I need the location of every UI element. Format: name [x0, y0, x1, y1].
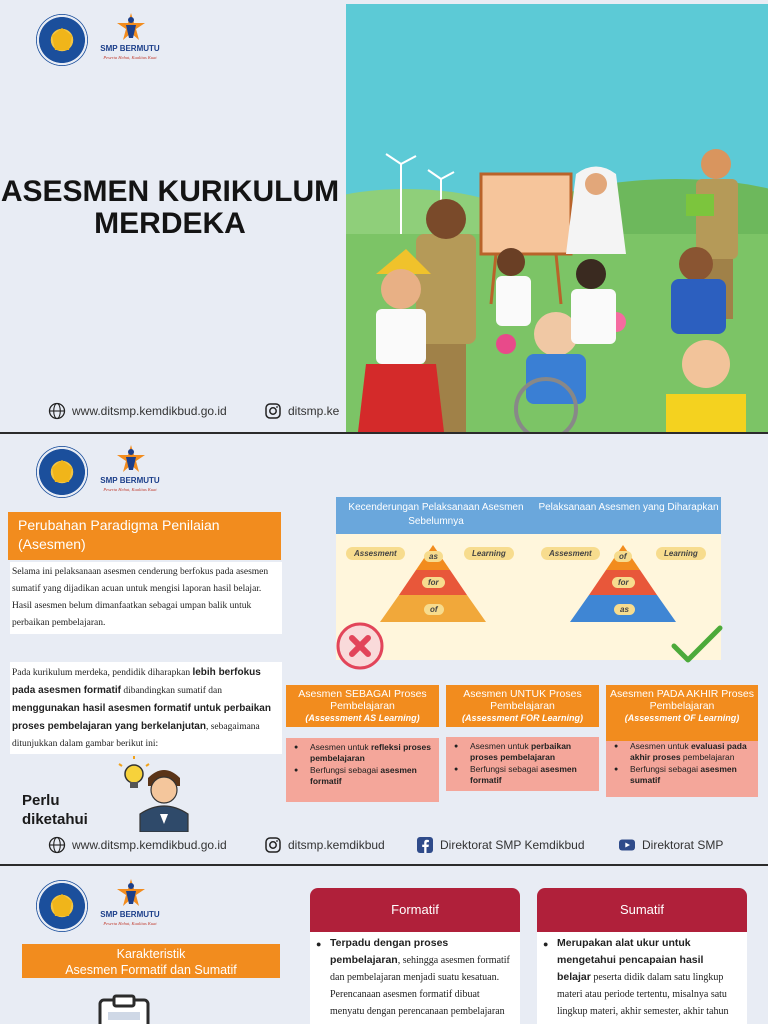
youtube-footer[interactable] [618, 836, 723, 854]
para2-c: dibandingkan sumatif dan [120, 686, 222, 696]
diagram-left-header: Kecenderungan Pelaksanaan Asesmen Sebelumnya [336, 497, 536, 534]
check-mark-icon [670, 624, 724, 664]
list-item: ● Asesmen untuk evaluasi pada akhir proses pembelajaran [614, 741, 754, 763]
pill-learning-right: Learning [656, 547, 706, 560]
heading-line-2: Asesmen Formatif dan Sumatif [65, 963, 237, 977]
note-label: Perlu diketahui [22, 792, 88, 828]
category-for-body [446, 737, 599, 791]
paragraph-previous: Selama ini pelaksanaan asesmen cenderung berfokus pada asesmen sumatif yang dijadikan acuan untuk mengisi laporan hasil belajar. Hasil asesmen belum dimanfaatkan sebagai umpan balik untuk perbaikan pembelajaran. [10, 562, 282, 634]
category-of-sub: (Assessment OF Learning) [624, 713, 740, 723]
kemdikbud-logo-icon [36, 14, 88, 66]
instagram-link[interactable]: ditsmp.ke [288, 404, 340, 418]
bullet-icon: ● [316, 939, 322, 949]
formatif-text: , sehingga asesmen formatif dan pembelajaran menjadi suatu kesatuan. Perencanaan asesmen formatif dibuat menyatu dengan perencanaan pembelajaran [330, 955, 510, 1017]
slide-3 [0, 866, 768, 1024]
category-of-title: Asesmen PADA AKHIR Proses Pembelajaran [610, 688, 754, 712]
paragraph-merdeka [10, 662, 282, 754]
category-as-body [286, 738, 439, 802]
instagram-link[interactable]: ditsmp.kemdikbud [288, 838, 385, 852]
list-item: ● Asesmen untuk perbaikan proses pembelajaran [454, 741, 595, 763]
category-of-body [606, 741, 758, 797]
pill-assesment-right: Assesment [541, 547, 600, 560]
smp-name: SMP BERMUTU [100, 476, 160, 485]
formatif-card [310, 932, 520, 1024]
youtube-link[interactable]: Direktorat SMP [642, 838, 724, 852]
assessment-pyramid-diagram [336, 497, 721, 660]
instagram-footer[interactable] [264, 402, 339, 420]
sumatif-header: Sumatif [537, 888, 747, 932]
star-person-icon [116, 444, 146, 474]
smp-bermutu-logo [94, 878, 166, 934]
sumatif-bold: Merupakan alat ukur untuk mengetahui pencapaian hasil belajar [557, 937, 704, 983]
layer-right-mid: for [612, 577, 635, 588]
clipboard-icon [96, 994, 156, 1024]
category-as-title: Asesmen SEBAGAI Proses Pembelajaran [298, 688, 427, 712]
layer-left-top: as [424, 551, 443, 562]
list-item: ● Berfungsi sebagai asesmen formatif [454, 764, 595, 786]
sumatif-text: peserta didik dalam satu lingkup materi atau periode tertentu, misalnya satu lingkup materi, akhir semester, akhir tahun [557, 972, 729, 1017]
formatif-bold: Terpadu dengan proses pembelajaran [330, 937, 449, 966]
list-item: ● Berfungsi sebagai asesmen sumatif [614, 764, 754, 786]
smp-name: SMP BERMUTU [100, 44, 160, 53]
diagram-right-header: Pelaksanaan Asesmen yang Diharapkan [536, 497, 721, 534]
layer-left-bottom: of [424, 604, 444, 615]
slide-1 [0, 0, 768, 432]
youtube-icon [618, 836, 636, 854]
smp-tagline: Peserta Hebat, Kualitas Kuat [103, 55, 157, 60]
section-heading: Perubahan Paradigma Penilaian (Asesmen) [8, 512, 281, 560]
layer-left-mid: for [422, 577, 445, 588]
bullet-icon: ● [543, 939, 549, 949]
category-as-header [286, 685, 439, 727]
star-person-icon [116, 878, 146, 908]
facebook-link[interactable]: Direktorat SMP Kemdikbud [440, 838, 585, 852]
instagram-icon [264, 836, 282, 854]
globe-icon [48, 836, 66, 854]
para2-e: , sebagaimana ditunjukkan dalam gambar berikut ini: [12, 722, 260, 749]
list-item: ● Asesmen untuk refleksi proses pembelajaran [294, 742, 435, 764]
star-person-icon [116, 12, 146, 42]
website-link[interactable]: www.ditsmp.kemdikbud.go.id [72, 838, 227, 852]
sumatif-card [537, 932, 747, 1024]
heading-line-1: Karakteristik [116, 947, 186, 961]
website-link[interactable]: www.ditsmp.kemdikbud.go.id [72, 404, 227, 418]
facebook-icon [416, 836, 434, 854]
school-children-illustration [346, 4, 768, 432]
website-footer[interactable] [48, 402, 227, 420]
smp-name: SMP BERMUTU [100, 910, 160, 919]
layer-right-top: of [614, 551, 632, 562]
kemdikbud-logo-icon [36, 880, 88, 932]
instagram-icon [264, 402, 282, 420]
smp-tagline: Peserta Hebat, Kualitas Kuat [103, 921, 157, 926]
pill-learning-left: Learning [464, 547, 514, 560]
instagram-footer[interactable] [264, 836, 385, 854]
smp-bermutu-logo [94, 444, 166, 500]
website-footer[interactable] [48, 836, 227, 854]
facebook-footer[interactable] [416, 836, 585, 854]
formatif-header: Formatif [310, 888, 520, 932]
globe-icon [48, 402, 66, 420]
smp-tagline: Peserta Hebat, Kualitas Kuat [103, 487, 157, 492]
category-for-header [446, 685, 599, 727]
section-heading [22, 944, 280, 978]
category-for-title: Asesmen UNTUK Proses Pembelajaran [463, 688, 582, 712]
category-of-header [606, 685, 758, 741]
cross-mark-icon [336, 622, 384, 670]
title-line-1: ASESMEN KURIKULUM [0, 175, 340, 208]
para2-b: lebih berfokus pada asesmen formatif [12, 667, 261, 696]
page-title [0, 176, 340, 240]
category-as-sub: (Assessment AS Learning) [305, 713, 420, 723]
pill-assesment-left: Assesment [346, 547, 405, 560]
layer-right-bottom: as [614, 604, 635, 615]
kemdikbud-logo-icon [36, 446, 88, 498]
para2-d: menggunakan hasil asesmen formatif untuk perbaikan proses pembelajaran yang berkelanjutan [12, 703, 271, 732]
smp-bermutu-logo [94, 12, 166, 68]
category-for-sub: (Assessment FOR Learning) [461, 713, 584, 723]
slide-2 [0, 434, 768, 864]
idea-person-icon [118, 756, 190, 832]
list-item: ● Berfungsi sebagai asesmen formatif [294, 765, 435, 787]
para2-a: Pada kurikulum merdeka, pendidik diharapkan [12, 668, 193, 678]
title-line-2: MERDEKA [94, 207, 246, 240]
